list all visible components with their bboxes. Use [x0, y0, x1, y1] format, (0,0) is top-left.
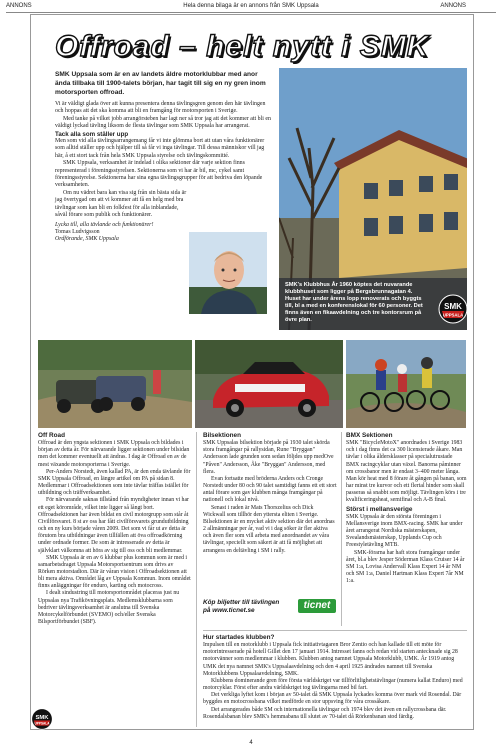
- offroad-p4: SMK Uppsala är en av 6 klubbar plus kommun som är med i samarbetsdraget Uppsala Motorsportsentrum som drivs av Rörken motorstadion. Där är våran vision i Offroadsektionen att bli mera aktiva. Området låg av Uppsala Kommun. Inom området finns anläggningar för enduro, karting och motocross.: [38, 554, 191, 590]
- signature-title: Ordförande, SMK Uppsala: [55, 236, 119, 243]
- intro-p1: Vi är väldigt glada över att kunna presentera denna tävlingsgren genom den här tävlingen och hoppas att det ska komma att bli en framgång för motorsporten i Sverige.: [55, 101, 266, 115]
- column-divider-2: [341, 432, 342, 626]
- history-p1: Impulsen till en motorklubb i Uppsala fick initiativtagaren Bror Zentio och han kallade till ett möte för motorintresserade på hotell Gillet den 17 januari 1914. Intresset fanns och redan vid starten antecknade sig 28 motorvänner som medlemmar i klubben. Klubben antog namnet Uppsala Motorklubb, UMK. År 1919 antog UMK det nya namnet SMK's Uppsalaavdelning och den 4 april 1925 ändrades namnet till Svenska Motorklubbens Uppsalaavdelning, SMK.: [203, 642, 458, 677]
- bmx-p3: SMK-förarna har haft stora framgångar under året, bl.a blev Jesper Söderman Klass Cruiser 14 år SM 1:a, Lovisa Andervall Klass Expert 14 år NM och SM 1:a, Daniel Hartman Klass Expert 7år NM 1:a.: [346, 549, 465, 585]
- ticnet-text: [203, 599, 279, 614]
- ticnet-line1: Köp biljetter till tävlingen: [203, 599, 280, 606]
- rally-car-photo: [195, 340, 343, 428]
- svg-text:SMK: SMK: [35, 715, 49, 721]
- offroad-p5: I dealt sindustring till motorsportområdet placeras just nu Uppsalas nya Trafikövningsplats. Medlemsklubbarna som bedriver tävlingsverksamhet är anslutna till Svenska Motorcykelförbundet (SVEMO) och/eller Svenska Bilsportförbundet (SBF).: [38, 590, 180, 626]
- intro-p2: Med tanke på vilket jobb arrangörsteben har lagt ner så tror jag att det kommer att bli en väldigt lyckad tävling liksom de flesta tävlingar som SMK Uppsala har arrangerat.: [55, 115, 271, 130]
- history-section: [203, 634, 467, 721]
- intro-p3: Men som vid alla tävlingsarrangemang får vi inte glömma bort att utan våra funktionärer som alltid ställer upp och hjälper till så får vi inga tävlingar. Till dessa människor vill jag här, å ett stort tack från hela SMK Uppsala styrelse och tävlingskommitté.: [55, 138, 265, 159]
- logo-text-line1: SMK: [444, 302, 462, 311]
- bmx-p1: SMK "BicycleMotoX" anordnades i Sverige 1983 och i dag finns det ca 300 licensierade åkare. Man tävlar i olika åldersklasser på specialutrustade BMX racingcyklar utan växel. Banorna påminner om crossbanor men är endast 3–400 meter långa. Man kör heat med 8 förare åt gången på banan, som har minst tre kurvor och ett flertal hinder som skall passeras så snabbt som möjligt. Tävlingen körs i tre kvalificeringsheat, semifinal och A-B final.: [346, 440, 467, 504]
- headline: Offroad – helt nytt i SMK: [55, 30, 430, 63]
- bilsektionen-p3: Senast i raden är Mats Thorszelius och Dick Wickwall som tillhör den yttersta eliten i Sverige. Bilsektionen är en mycket aktiv sektion där det anordnas 2 allmänningar per år, vad vi i dag söker är fler aktiva och även fler som vill arbeta med anordnandet av våra tävlingar, speciellt som säkert är att få möjlighet att arrangera en deltävling i SM i rally.: [203, 504, 335, 554]
- logo-text-line2: UPPSALA: [442, 312, 464, 318]
- lead-paragraph: SMK Uppsala som är en av landets äldre motorklubbar med anor ända tillbaka till 1900-talets början, har tagit till sig en ny gren inom motorsporten offroad.: [55, 71, 266, 96]
- page-number: 4: [249, 740, 253, 746]
- bilsektionen-p2: Evan fortsatte med bröderna Anders och Cronge Norstedt under 80 och 90 talet samtidigt fanns ett ett stort antal förare som gav klubben många framgångar på nationell och lokal nivå.: [203, 475, 337, 504]
- bilsektionen-title: Bilsektionen: [203, 432, 241, 439]
- bmx-photo: [346, 340, 466, 428]
- history-divider: [203, 630, 467, 631]
- history-p4: Det arrangerades både SM och internationella tävlingar och 1974 blev det även en rallycrossbana där. Rosendalsbanan blev SMK's hemmabana till slutet av 70-talet då Rörkenbanan stod färdig.: [203, 706, 447, 720]
- history-title: Hur startades klubben?: [203, 634, 275, 641]
- bmx-title: BMX Sektionen: [346, 432, 393, 439]
- bilsektionen-column: [203, 432, 337, 555]
- offroad-photo: [38, 340, 192, 428]
- offroad-p2: Per-Anders Norstedt, även kallad PA, är den enda tävlande för SMK Uppsala Offroad, en längre artikel om PA på sidan 8. Medlemmar i Offroadsektionen som inte tävlar träffas istället för utbildning och träffverksamhet.: [38, 468, 191, 497]
- intro-subheading: Tack alla som ställer upp: [55, 130, 129, 138]
- offroad-p3: För närvarande saknas tillstånd från myndigheter innan vi har ett eget körområde, vilket inte ligger så långt bort. Offroadsektionen har även bildat en civil motorgrupp som står åt Civilförsvaret. 8 st av oss har fått civilförsvarets grundutbildning och en ny kurs började våren 2009. Det som vi får ut av detta är förutom bra utbildningar även tillfällen att öva offroadkörning under ordnade former. De som är intresserade av detta är självklart välkomna att höra av sig till oss och bli medlemmar.: [38, 497, 189, 554]
- svg-text:UPPSALA: UPPSALA: [34, 721, 50, 726]
- topbar: [0, 0, 502, 12]
- intro-text: [55, 101, 273, 244]
- intro-p5: Om nu vädret bara kan visa sig från sin bästa sida är jag övertygad om att vi kommer att få en helg med bra tävlingar som kan bli en folkfest för alla inblandade, såväl förare som publik och funktionärer.: [55, 189, 187, 219]
- history-p3: Det verkliga lyftet kom i början av 50-talet då SMK Uppsala lyckades komma över mark vid Rosendal. Där byggdes en motocrossbana vilket medförde en stor uppsving för våra crossåkare.: [203, 692, 462, 706]
- ticnet-ad[interactable]: [203, 598, 337, 618]
- bmx-column: [346, 432, 467, 585]
- smk-logo-small: [31, 708, 53, 730]
- ticnet-line2: på www.ticnet.se: [203, 606, 255, 614]
- portrait-photo: [189, 232, 267, 314]
- top-divider: [6, 12, 496, 13]
- intro-p4: SMK Uppsala, verksamhet är indelad i olika sektioner där varje sektion finns representerad i föreningsstyrelsen. Sektionerna som vi har är bil, mc, cykel samt föreningsstyrelse. Sektionerna har sina egna tävlingsgrupper för att bedriva den löpande verksamheten.: [55, 160, 263, 189]
- intro-p6: Lycka till, alla tävlande och funktionärer!: [55, 221, 154, 228]
- bmx-subheading: Störst i mellansverige: [346, 505, 413, 513]
- topbar-center: Hela denna bilaga är en annons från SMK Uppsala: [183, 3, 319, 9]
- bmx-p2: SMK Uppsala är den största föreningen i Mellansverige inom BMX-racing. SMK har under året arrangerat Nordiska mästerskapen, Svealandsmästerskap, Upplands Cup och Freestyletävling MTB.: [346, 513, 463, 549]
- clubhouse-caption: SMK's Klubbhus År 1960 köptes det nuvarande klubbhuset som ligger på Bergsbrunnagatan 4. Huset har under årens lopp renoverats och byggts till, bl a med en konferenslokal för 60 personer. Det finns även en fikaavdelning och tre kontorsrum på övre plan.: [285, 282, 423, 324]
- history-p2: Klubbens dominerande gren före första världskriget var tillförlitlighetstävlingar (numera kallat Enduro) med motorcyklar. Först efter andra världskriget tog tävlingarna med bil fart.: [203, 677, 463, 692]
- topbar-left: ANNONS: [6, 3, 32, 9]
- topbar-right: ANNONS: [440, 3, 466, 9]
- smk-logo: [438, 294, 468, 324]
- bilsektionen-p1: SMK Uppsalas bilsektion började på 1930 talet skörda stora framgångar på rallysidan, Rune "Bryggan" Andersson lade grunden som sedan följdes upp medOve "Påven" Andersson, Åke "Bryggan" Andersson, med flera.: [203, 440, 334, 475]
- offroad-column: [38, 432, 191, 626]
- offroad-title: Off Road: [38, 432, 65, 439]
- ticnet-logo: ticnet: [298, 599, 336, 613]
- column-divider-1: [196, 432, 197, 727]
- signature-name: Tomas Ludvigsson: [55, 228, 100, 235]
- offroad-p1: Offroad är den yngsta sektionen i SMK Uppsala och bildades i början av detta år. För närvarande ligger sektionen under bilsidan men det kommer eventuellt att ändras. I dag är Offroad en av de mest växande motorsporterna i Sverige.: [38, 440, 190, 468]
